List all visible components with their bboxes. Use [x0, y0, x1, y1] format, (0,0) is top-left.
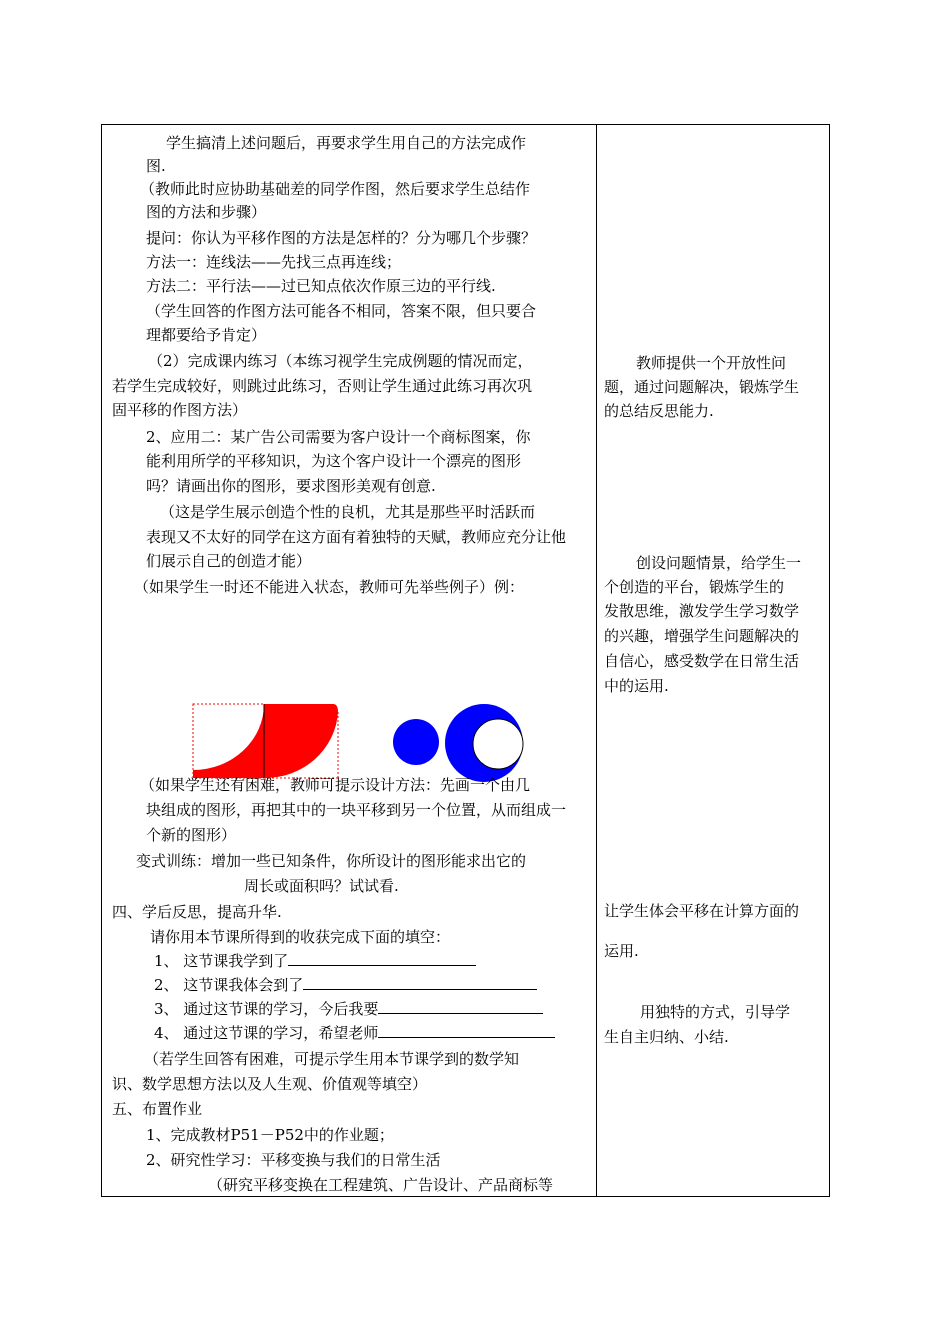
text-line: 变式训练：增加一些已知条件，你所设计的图形能求出它的: [136, 852, 527, 870]
text-line: 能利用所学的平移知识，为这个客户设计一个漂亮的图形: [146, 452, 522, 470]
blue-small-circle: [393, 719, 439, 765]
section-heading: 四、学后反思，提高升华.: [112, 903, 282, 921]
text-line: 1、完成教材P51－P52中的作业题；: [146, 1126, 394, 1144]
text-line: 识、数学思想方法以及人生观、价值观等填空）: [112, 1075, 428, 1093]
fill-blank-label: 2、 这节课我体会到了: [154, 976, 304, 994]
text-line: 请你用本节课所得到的收获完成下面的填空：: [150, 928, 451, 946]
note-line: 的总结反思能力.: [604, 402, 714, 420]
text-line: （这是学生展示创造个性的良机，尤其是那些平时活跃而: [160, 503, 536, 521]
text-line: 若学生完成较好，则跳过此练习，否则让学生通过此练习再次巩: [112, 377, 533, 395]
section-heading: 五、布置作业: [112, 1100, 203, 1118]
text-line: （如果学生一时还不能进入状态，教师可先举些例子）例：: [134, 578, 525, 596]
red-shifted-shape-right: [264, 704, 338, 778]
text-line: （学生回答的作图方法可能各不相同，答案不限，但只要合: [146, 302, 537, 320]
fill-blank-label: 4、 通过这节课的学习，希望老师: [154, 1024, 379, 1042]
note-line: 生自主归纳、小结.: [604, 1028, 729, 1046]
text-line: 提问：你认为平移作图的方法是怎样的？分为哪几个步骤？: [146, 229, 537, 247]
text-line: （研究平移变换在工程建筑、广告设计、产品商标等: [208, 1176, 554, 1194]
blue-circles-figure: [393, 704, 523, 782]
text-line: 们展示自己的创造才能）: [146, 552, 312, 570]
text-line: 个新的图形）: [146, 826, 237, 844]
fill-blank-2: [154, 974, 537, 996]
note-line: 创设问题情景，给学生一: [636, 554, 802, 572]
text-line: 固平移的作图方法）: [112, 401, 248, 419]
text-line: 吗？请画出你的图形，要求图形美观有创意.: [146, 477, 436, 495]
text-line: （若学生回答有困难，可提示学生用本节课学到的数学知: [144, 1050, 520, 1068]
fill-blank-label: 3、 通过这节课的学习，今后我要: [154, 1000, 379, 1018]
text-line: 学生搞清上述问题后，再要求学生用自己的方法完成作: [166, 134, 527, 152]
blank-line[interactable]: [303, 975, 537, 990]
text-line: 块组成的图形，再把其中的一块平移到另一个位置，从而组成一: [146, 801, 567, 819]
text-line: （如果学生还有困难，教师可提示设计方法：先画一个由几: [140, 776, 531, 794]
note-line: 题，通过问题解决，锻炼学生: [604, 378, 800, 396]
text-line: 方法一：连线法——先找三点再连线；: [146, 253, 402, 271]
text-line: 理都要给予肯定）: [146, 326, 267, 344]
note-line: 自信心，感受数学在日常生活: [604, 652, 800, 670]
note-line: 个创造的平台，锻炼学生的: [604, 578, 785, 596]
text-line: 2、研究性学习：平移变换与我们的日常生活: [146, 1151, 441, 1169]
text-line: 周长或面积吗？试试看.: [244, 877, 399, 895]
blank-line[interactable]: [378, 1023, 555, 1038]
text-line: （2）完成课内练习（本练习视学生完成例题的情况而定，: [148, 352, 533, 370]
text-line: 表现又不太好的同学在这方面有着独特的天赋，教师应充分让他: [146, 528, 567, 546]
note-line: 发散思维，激发学生学习数学: [604, 602, 800, 620]
blank-line[interactable]: [378, 999, 543, 1014]
fill-blank-label: 1、 这节课我学到了: [154, 952, 289, 970]
note-line: 的兴趣，增强学生问题解决的: [604, 627, 800, 645]
note-line: 运用.: [604, 942, 639, 960]
fill-blank-3: [154, 998, 543, 1020]
red-square-figure: [193, 704, 338, 778]
text-line: 方法二：平行法——过已知点依次作原三边的平行线.: [146, 277, 496, 295]
note-line: 让学生体会平移在计算方面的: [604, 902, 800, 920]
note-line: 用独特的方式，引导学: [640, 1003, 791, 1021]
fill-blank-4: [154, 1022, 555, 1044]
white-inner-circle: [473, 719, 523, 769]
fill-blank-1: [154, 950, 476, 972]
note-line: 中的运用.: [604, 677, 669, 695]
text-line: （教师此时应协助基础差的同学作图，然后要求学生总结作: [140, 180, 531, 198]
text-line: 图.: [146, 157, 166, 175]
text-line: 图的方法和步骤）: [146, 203, 267, 221]
text-line: 2、应用二：某广告公司需要为客户设计一个商标图案，你: [146, 428, 531, 446]
blank-line[interactable]: [288, 951, 476, 966]
note-line: 教师提供一个开放性问: [636, 354, 787, 372]
